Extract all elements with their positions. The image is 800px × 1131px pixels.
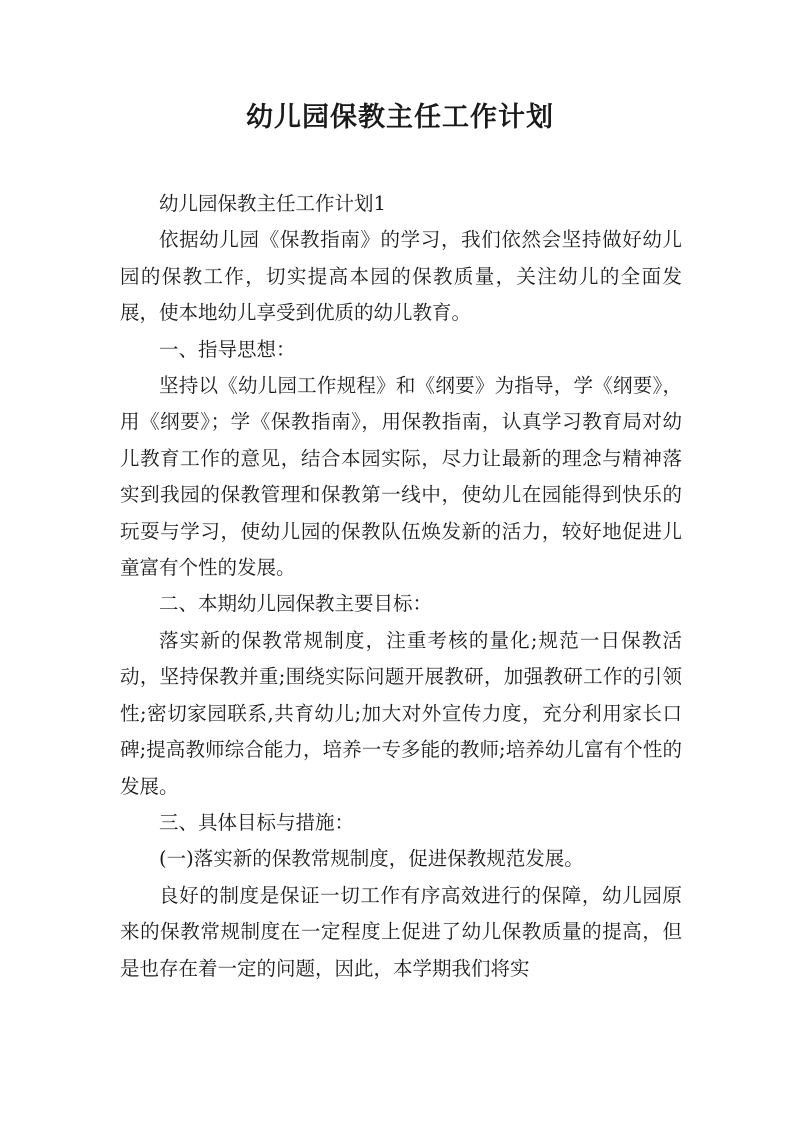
section-heading-specific-goals: 三、具体目标与措施： (159, 810, 355, 834)
intro-paragraph: 依据幼儿园《保教指南》的学习，我们依然会坚持做好幼儿园的保教工作，切实提高本园的保教质量，关注幼儿的全面发展，使本地幼儿享受到优质的幼儿教育。 (120, 228, 682, 325)
document-body (120, 186, 682, 987)
main-goals-paragraph: 落实新的保教常规制度，注重考核的量化;规范一日保教活动，坚持保教并重;围绕实际问题开展教研，加强教研工作的引领性;密切家园联系,共育幼儿;加大对外宣传力度，充分利用家长口碑;提高教师综合能力，培养一专多能的教师;培养幼儿富有个性的发展。 (120, 628, 682, 798)
section-heading-main-goals: 二、本期幼儿园保教主要目标： (159, 592, 433, 616)
subsection-heading-1: (一)落实新的保教常规制度，促进保教规范发展。 (159, 847, 584, 871)
section-heading-guiding-ideology: 一、指导思想： (159, 337, 296, 361)
guiding-ideology-paragraph: 坚持以《幼儿园工作规程》和《纲要》为指导，学《纲要》，用《纲要》；学《保教指南》，用保教指南，认真学习教育局对幼儿教育工作的意见，结合本园实际，尽力让最新的理念与精神落实到我园的保教管理和保教第一线中，使幼儿在园能得到快乐的玩耍与学习，使幼儿园的保教队伍焕发新的活力，较好地促进儿童富有个性的发展。 (120, 374, 682, 580)
section-heading-plan-1: 幼儿园保教主任工作计划1 (159, 192, 386, 215)
specific-goals-paragraph: 良好的制度是保证一切工作有序高效进行的保障，幼儿园原来的保教常规制度在一定程度上促进了幼儿保教质量的提高，但是也存在着一定的问题，因此，本学期我们将实 (120, 883, 682, 980)
document-title: 幼儿园保教主任工作计划 (246, 102, 554, 133)
